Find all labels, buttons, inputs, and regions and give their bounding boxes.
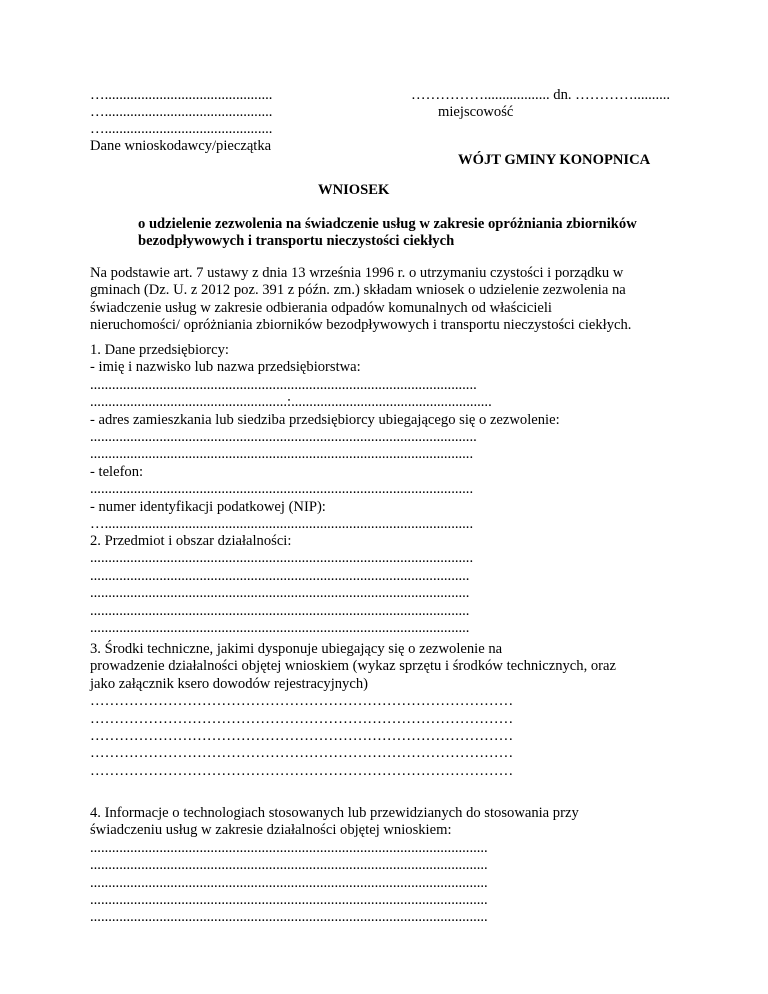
- section-3-heading: jako załącznik ksero dowodów rejestracyjnych): [90, 675, 368, 692]
- nip-entry-line[interactable]: ….....................................................................................................: [90, 516, 474, 533]
- name-entry-line[interactable]: ..........................................................................................................: [90, 376, 477, 393]
- applicant-line-3: …..............................................: [90, 121, 273, 137]
- subject-entry-line[interactable]: ........................................................................................................: [90, 567, 470, 584]
- applicant-line-1: …..............................................: [90, 87, 273, 103]
- applicant-line-2: …..............................................: [90, 104, 273, 120]
- intro-line: gminach (Dz. U. z 2012 poz. 391 z późn. zm.) składam wniosek o udzielenie zezwolenia na: [90, 282, 626, 299]
- subtitle-line-1: o udzielenie zezwolenia na świadczenie usług w zakresie opróżniania zbiorników: [138, 216, 637, 232]
- section-3-heading: prowadzenie działalności objętej wnioskiem (wykaz sprzętu i środków technicznych, oraz: [90, 658, 616, 675]
- phone-entry-line[interactable]: .........................................................................................................: [90, 481, 474, 498]
- section-2-heading: 2. Przedmiot i obszar działalności:: [90, 533, 292, 549]
- section-3-heading: 3. Środki techniczne, jakimi dysponuje ubiegający się o zezwolenie na: [90, 641, 503, 657]
- subtitle-line-2: bezodpływowych i transportu nieczystości ciekłych: [138, 233, 455, 249]
- technology-entry-line[interactable]: .............................................................................................................: [90, 909, 488, 926]
- technology-entry-line[interactable]: .............................................................................................................: [90, 857, 488, 874]
- section-4-heading: 4. Informacje o technologiach stosowanych lub przewidzianych do stosowania przy: [90, 805, 579, 821]
- field-label-nip: - numer identyfikacji podatkowej (NIP):: [90, 498, 326, 515]
- field-label-address: - adres zamieszkania lub siedziba przedsiębiorcy ubiegającego się o zezwolenie:: [90, 411, 560, 428]
- section-2: [90, 533, 690, 637]
- subject-entry-line[interactable]: ........................................................................................................: [90, 602, 470, 619]
- equipment-entry-line[interactable]: ……………………………………………………………………………: [90, 710, 514, 727]
- equipment-entry-line[interactable]: ……………………………………………………………………………: [90, 693, 514, 710]
- section-3: [90, 641, 690, 780]
- address-entry-line[interactable]: .........................................................................................................: [90, 446, 474, 463]
- equipment-entry-line[interactable]: ……………………………………………………………………………: [90, 762, 514, 779]
- intro-line: nieruchomości/ opróżniania zbiorników bezodpływowych i transportu nieczystości ciekłych.: [90, 317, 632, 334]
- section-1: [90, 342, 690, 533]
- technology-entry-line[interactable]: .............................................................................................................: [90, 839, 488, 856]
- intro-paragraph: [90, 265, 690, 335]
- place-date-line: …………….................. dn. …………..........: [411, 87, 671, 103]
- technology-entry-line[interactable]: .............................................................................................................: [90, 874, 488, 891]
- equipment-entry-line[interactable]: ……………………………………………………………………………: [90, 745, 514, 762]
- equipment-entry-line[interactable]: ……………………………………………………………………………: [90, 728, 514, 745]
- technology-entry-line[interactable]: .............................................................................................................: [90, 892, 488, 909]
- subject-entry-line[interactable]: ........................................................................................................: [90, 585, 470, 602]
- section-4: [90, 805, 690, 927]
- field-label-phone: - telefon:: [90, 463, 144, 480]
- subject-entry-line[interactable]: .........................................................................................................: [90, 550, 474, 567]
- intro-line: Na podstawie art. 7 ustawy z dnia 13 września 1996 r. o utrzymaniu czystości i porządku w: [90, 265, 624, 281]
- document-title: WNIOSEK: [318, 182, 390, 198]
- name-entry-line[interactable]: ......................................................:.......................................................: [90, 394, 492, 411]
- intro-line: świadczenie usług w zakresie odbierania odpadów komunalnych od właścicieli: [90, 299, 552, 316]
- addressee: WÓJT GMINY KONOPNICA: [458, 152, 651, 168]
- applicant-label: Dane wnioskodawcy/pieczątka: [90, 138, 272, 154]
- field-label-name: - imię i nazwisko lub nazwa przedsiębiorstwa:: [90, 359, 361, 376]
- place-label: miejscowość: [438, 104, 514, 120]
- subject-entry-line[interactable]: ........................................................................................................: [90, 620, 470, 637]
- section-1-heading: 1. Dane przedsiębiorcy:: [90, 342, 229, 358]
- address-entry-line[interactable]: ..........................................................................................................: [90, 429, 477, 446]
- section-4-heading: świadczeniu usług w zakresie działalności objętej wnioskiem:: [90, 822, 452, 839]
